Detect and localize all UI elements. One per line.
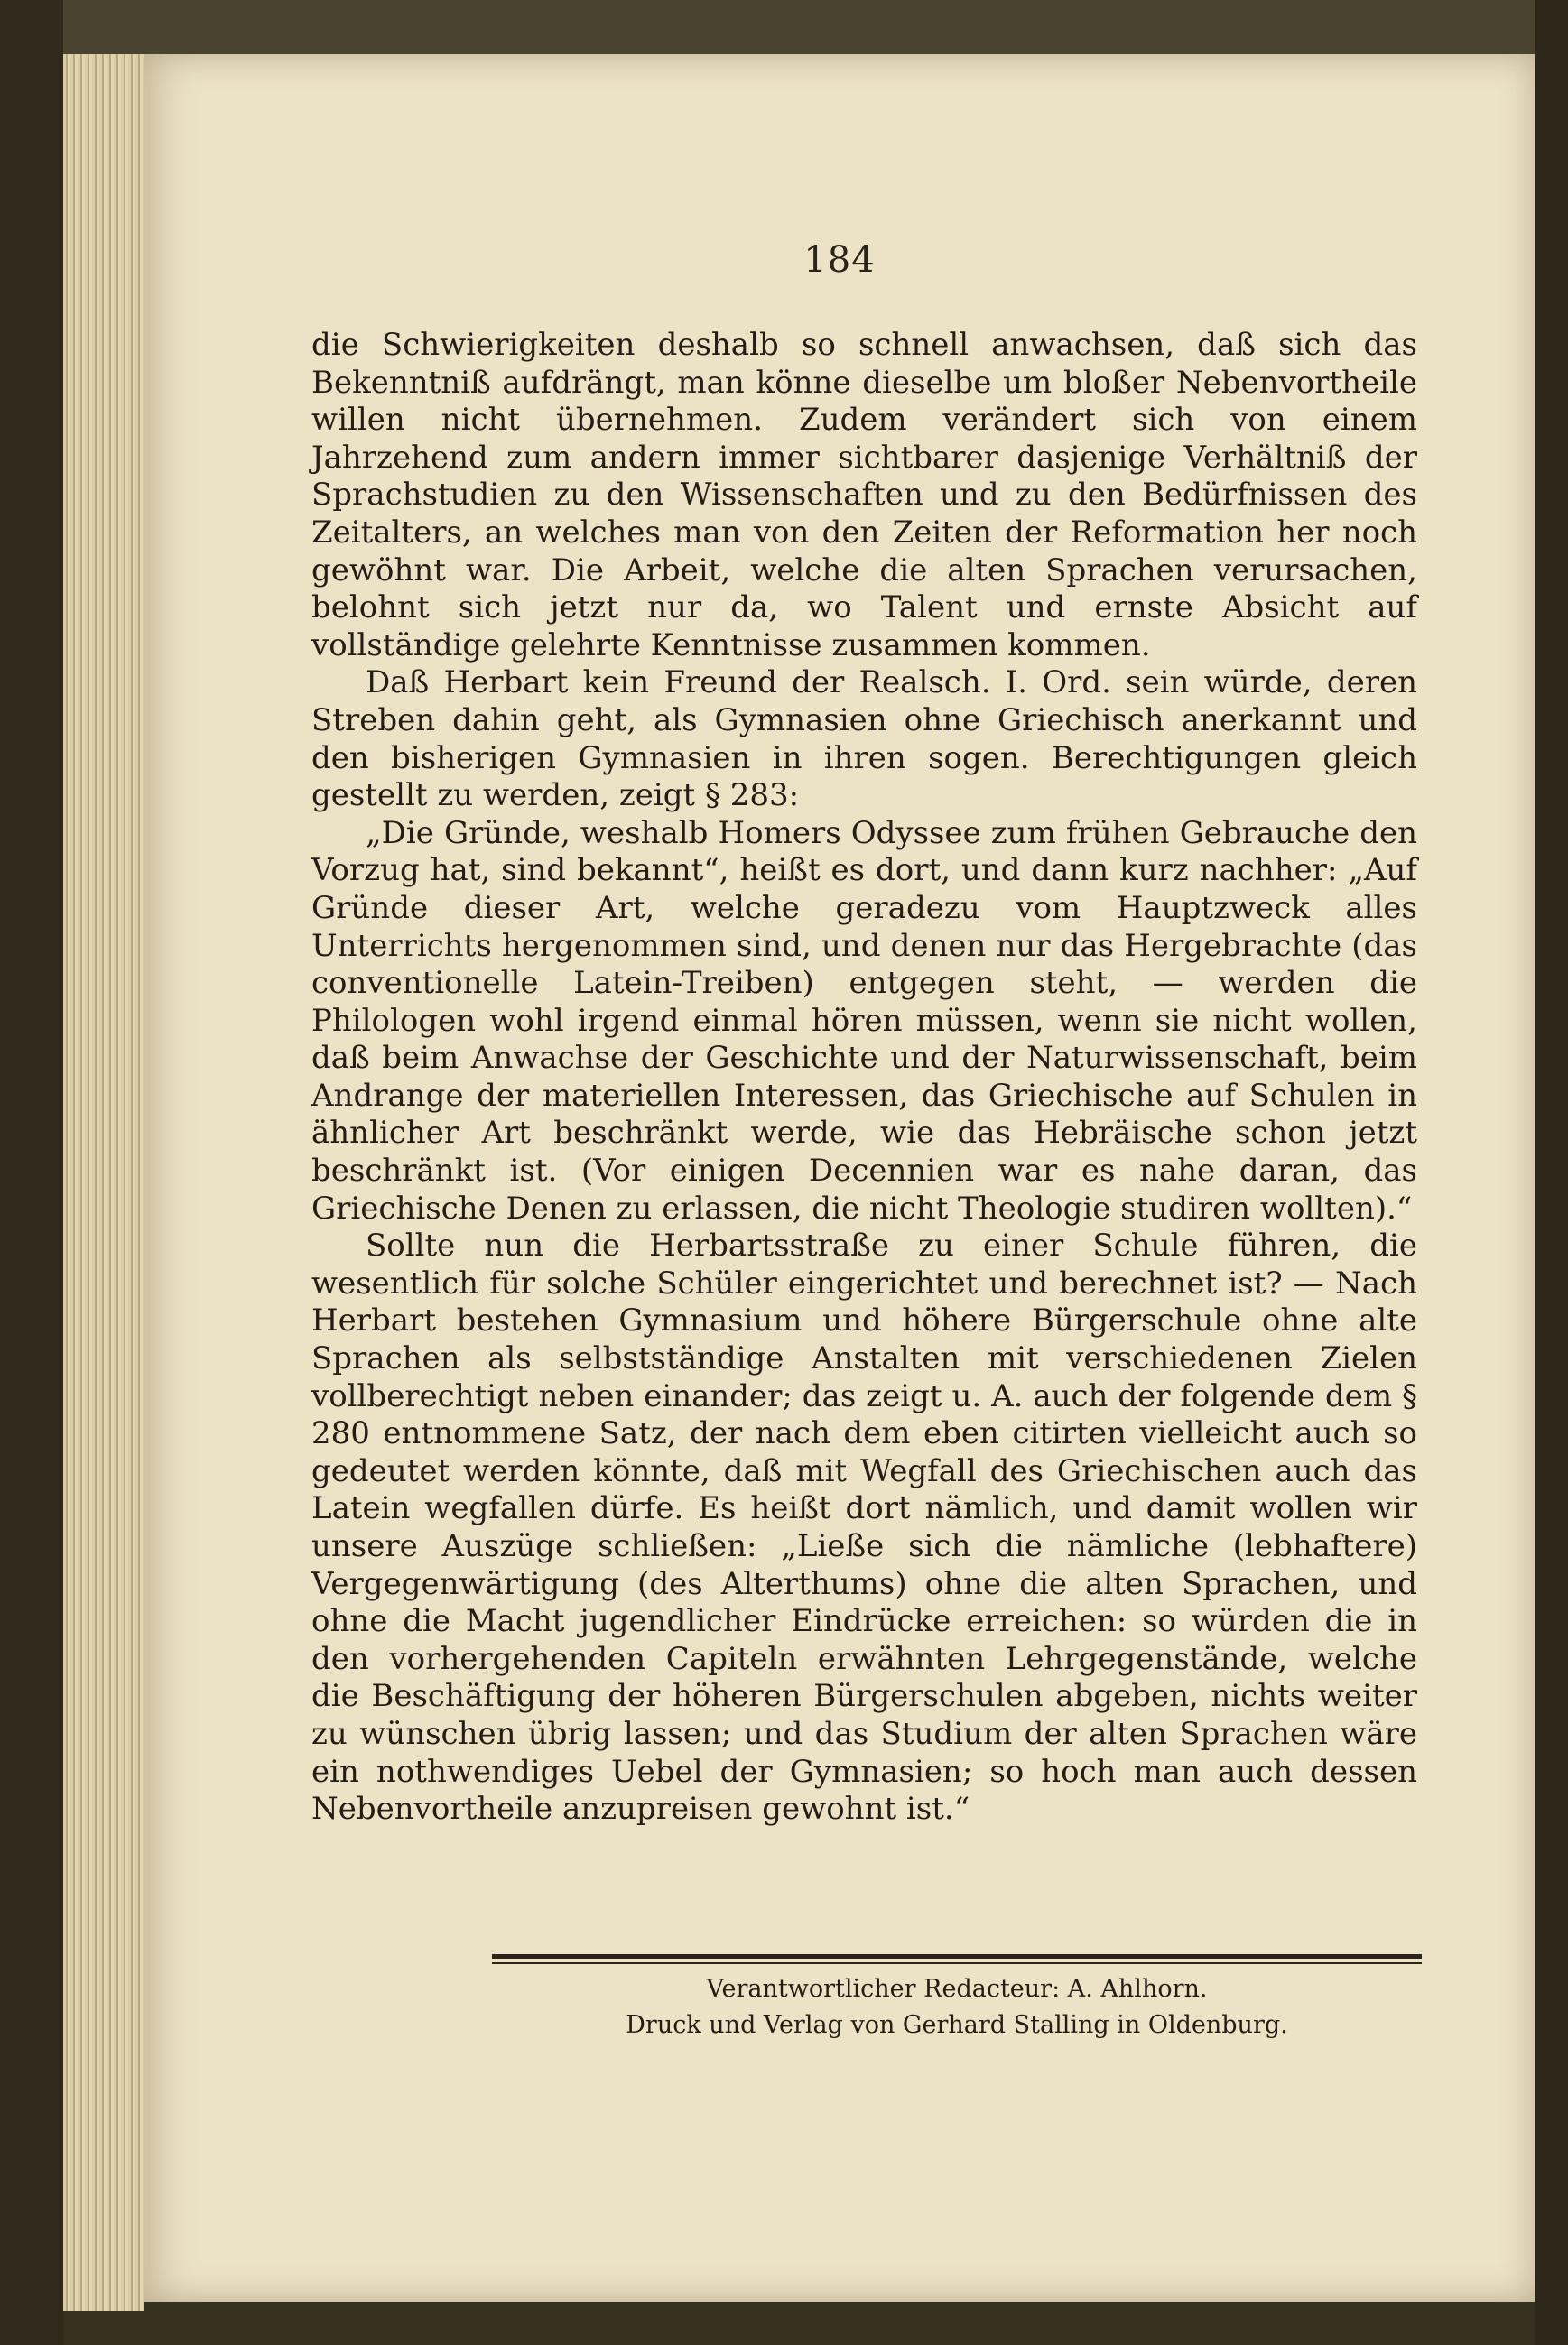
- paragraph: die Schwierigkeiten deshalb so schnell anwachsen, daß sich das Bekenntniß aufdrängt, man könne dieselbe um bloßer Nebenvortheile willen nicht übernehmen. Zudem verändert sich von einem Jahrzehend zum andern immer sichtbarer dasjenige Verhältniß der Sprachstudien zu den Wissenschaften und zu den Bedürfnissen des Zeitalters, an welches man von den Zeiten der Reformation her noch gewöhnt war. Die Arbeit, welche die alten Sprachen verursachen, belohnt sich jetzt nur da, wo Talent und ernste Absicht auf vollständige gelehrte Kenntnisse zusammen kommen.: [311, 327, 1417, 663]
- footer-divider-thin: [492, 1962, 1422, 1964]
- page-number: 184: [803, 239, 876, 281]
- book-cover-right: [1535, 0, 1568, 2345]
- page-edges: [63, 54, 144, 2311]
- paragraph: „Die Gründe, weshalb Homers Odyssee zum frühen Gebrauche den Vorzug hat, sind bekannt“, heißt es dort, und dann kurz nachher: „Auf Gründe dieser Art, welche geradezu vom Hauptzweck alles Unterrichts hergenommen sind, und denen nur das Hergebrachte (das conventionelle Latein-Treiben) entgegen steht, — werden die Philologen wohl irgend einmal hören müssen, wenn sie nicht wollen, daß beim Anwachse der Geschichte und der Naturwissenschaft, beim Andrange der materiellen Interessen, das Griechische auf Schulen in ähnlicher Art beschränkt werde, wie das Hebräische schon jetzt beschränkt ist. (Vor einigen Decennien war es nahe daran, das Griechische Denen zu erlassen, die nicht Theologie studiren wollten).“: [311, 814, 1417, 1227]
- paragraph: Daß Herbart kein Freund der Realsch. I. Ord. sein würde, deren Streben dahin geht, als Gymnasien ohne Griechisch anerkannt und den bisherigen Gymnasien in ihren sogen. Berechtigungen gleich gestellt zu werden, zeigt § 283:: [311, 664, 1417, 814]
- page-body-text: [311, 327, 1417, 1829]
- footer-publisher: Druck und Verlag von Gerhard Stalling in Oldenburg.: [626, 2011, 1288, 2039]
- footer-editor: Verantwortlicher Redacteur: A. Ahlhorn.: [706, 1975, 1208, 2003]
- book-cover-top: [0, 0, 1568, 54]
- book-cover-left: [0, 0, 63, 2345]
- paragraph: Sollte nun die Herbartsstraße zu einer Schule führen, die wesentlich für solche Schüler eingerichtet und berechnet ist? — Nach Herbart bestehen Gymnasium und höhere Bürgerschule ohne alte Sprachen als selbstständige Anstalten mit verschiedenen Zielen vollberechtigt neben einander; das zeigt u. A. auch der folgende dem § 280 entnommene Satz, der nach dem eben citirten vielleicht auch so gedeutet werden könnte, daß mit Wegfall des Griechischen auch das Latein wegfallen dürfe. Es heißt dort nämlich, und damit wollen wir unsere Auszüge schließen: „Ließe sich die nämliche (lebhaftere) Vergegenwärtigung (des Alterthums) ohne die alten Sprachen, und ohne die Macht jugendlicher Eindrücke erreichen: so würden die in den vorhergehenden Capiteln erwähnten Lehrgegenstände, welche die Beschäftigung der höheren Bürgerschulen abgeben, nichts weiter zu wünschen übrig lassen; und das Studium der alten Sprachen wäre ein nothwendiges Uebel der Gymnasien; so hoch man auch dessen Nebenvortheile anzupreisen gewohnt ist.“: [311, 1228, 1417, 1828]
- footer-divider-thick: [492, 1954, 1422, 1959]
